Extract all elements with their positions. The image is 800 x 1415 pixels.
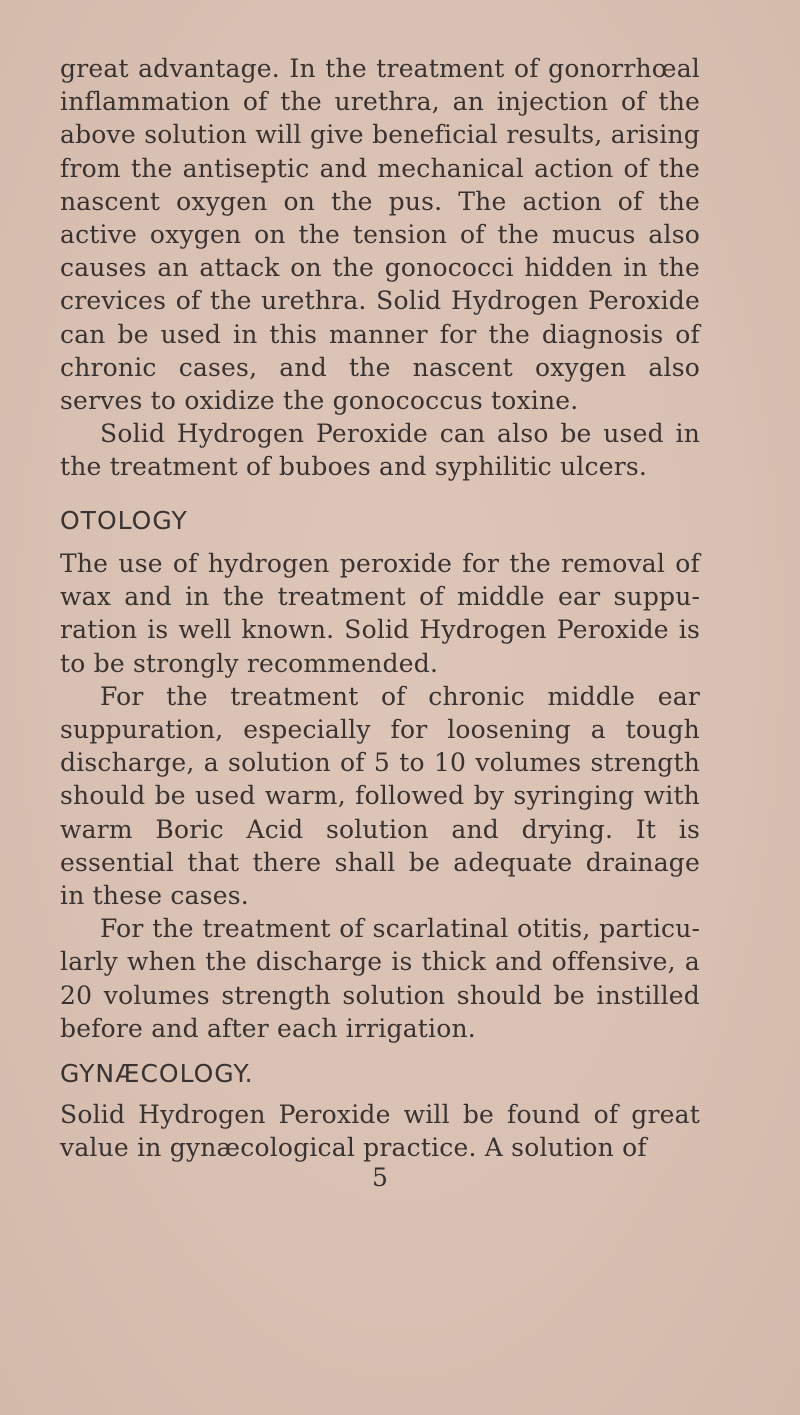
section-otology bbox=[60, 547, 700, 1045]
body-paragraph: For the treatment of chronic middle ear suppuration, especially for loosening a tough discharge, a solution of 5 to 10 volumes strength should be used warm, followed by syringing with warm Boric Acid solution and drying. It is essential that there shall be adequate drainage in these cases. bbox=[60, 681, 700, 911]
body-paragraph: great advantage. In the treatment of gonorrhœal inflammation of the urethra, an injection of the above solution will give beneficial results, arising from the antiseptic and mechanical action of the nascent oxygen on the pus. The action of the active oxygen on the tension of the mucus also causes an attack on the gonococci hidden in the crevices of the urethra. Solid Hydrogen Peroxide can be used in this manner for the diagnosis of chronic cases, and the nascent oxygen also serves to oxidize the gonococcus toxine. bbox=[60, 54, 700, 416]
body-paragraph: For the treatment of scarlatinal otitis, particularly when the discharge is thick and offensive, a 20 volumes strength solution should be instilled before and after each irrigation. bbox=[60, 914, 700, 1043]
page-number: 5 bbox=[372, 1163, 388, 1192]
section-heading-gynaecology: GYNÆCOLOGY. bbox=[60, 1059, 254, 1088]
body-paragraph: The use of hydrogen peroxide for the removal of wax and in the treatment of middle ear suppuration is well known. Solid Hydrogen Peroxide is to be strongly recommended. bbox=[60, 549, 700, 678]
section-urology-continuation bbox=[60, 52, 700, 484]
section-gynaecology bbox=[60, 1098, 700, 1164]
section-heading-otology: OTOLOGY bbox=[60, 506, 188, 535]
body-paragraph: Solid Hydrogen Peroxide can also be used in the treatment of buboes and syphilitic ulcers. bbox=[60, 419, 700, 482]
body-paragraph: Solid Hydrogen Peroxide will be found of great value in gynæcological practice. A solution of bbox=[60, 1100, 700, 1163]
